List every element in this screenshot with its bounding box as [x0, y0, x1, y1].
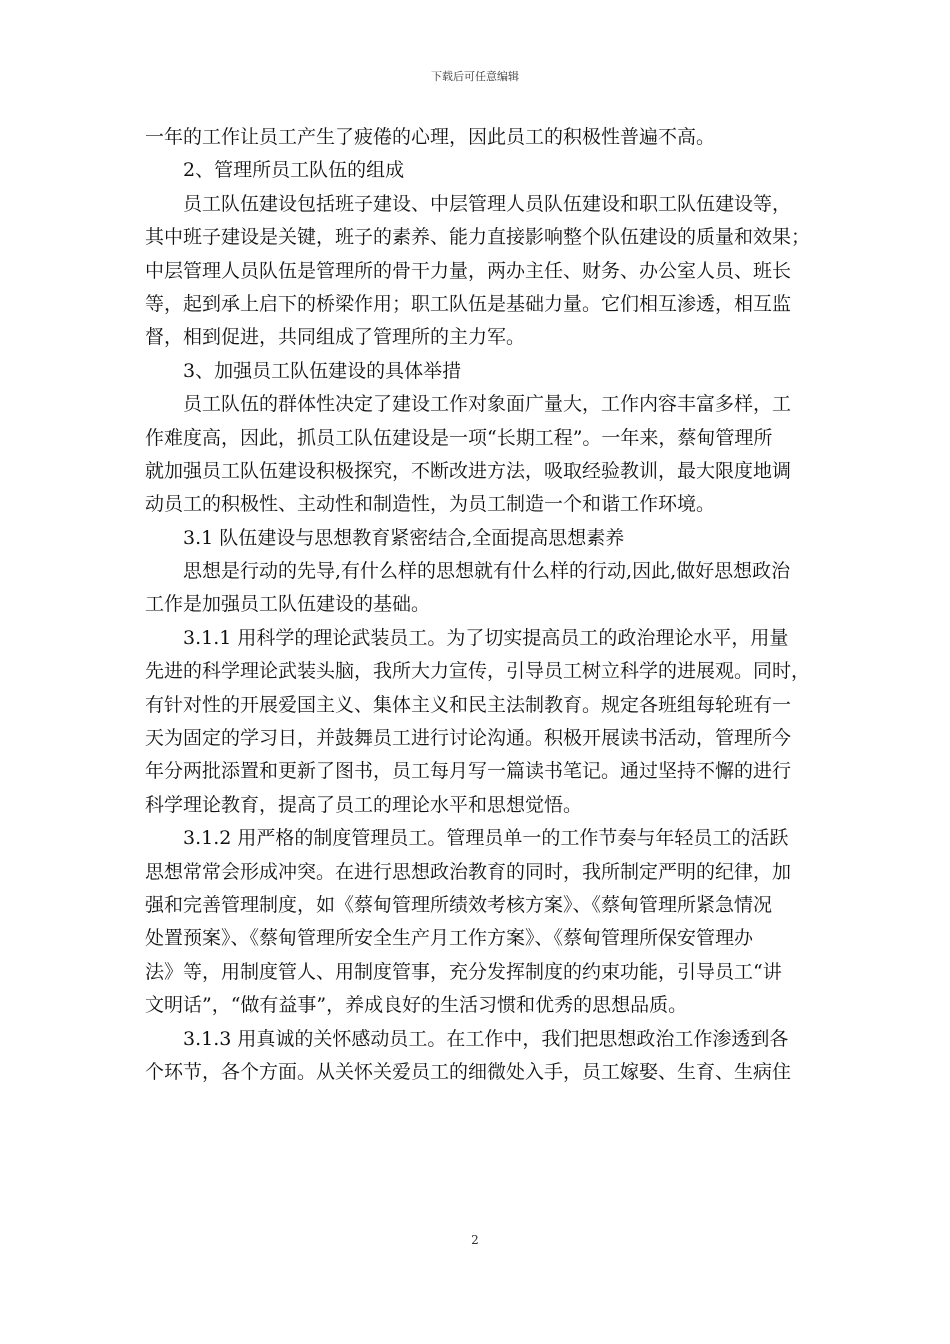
text-line: 2、管理所员工队伍的组成 [145, 159, 405, 182]
text-line: 督，相到促进，共同组成了管理所的主力军。 [145, 326, 526, 349]
page-header-note: 下载后可任意编辑 [431, 70, 519, 83]
text-line: 动员工的积极性、主动性和制造性，为员工制造一个和谐工作环境。 [145, 493, 716, 516]
text-line: 工作是加强员工队伍建设的基础。 [145, 593, 431, 616]
text-line: 等，起到承上启下的桥梁作用；职工队伍是基础力量。它们相互渗透，相互监 [145, 292, 792, 315]
text-line: 就加强员工队伍建设积极探究，不断改进方法，吸取经验教训，最大限度地调 [145, 459, 792, 482]
text-line: 员工队伍的群体性决定了建设工作对象面广量大，工作内容丰富多样，工 [145, 393, 792, 416]
text-line: 中层管理人员队伍是管理所的骨干力量，两办主任、财务、办公室人员、班长 [145, 259, 792, 282]
text-line: 3.1.3 用真诚的关怀感动员工。在工作中，我们把思想政治工作渗透到各 [145, 1027, 789, 1050]
text-line: 一年的工作让员工产生了疲倦的心理，因此员工的积极性普遍不高。 [145, 126, 716, 148]
text-line: 天为固定的学习日，并鼓舞员工进行讨论沟通。积极开展读书活动，管理所今 [145, 727, 792, 750]
text-line: 3.1.2 用严格的制度管理员工。管理员单一的工作节奏与年轻员工的活跃 [145, 827, 789, 850]
text-line: 思想常常会形成冲突。在进行思想政治教育的同时，我所制定严明的纪律，加 [145, 860, 792, 883]
text-line: 3.1 队伍建设与思想教育紧密结合,全面提高思想素养 [145, 526, 625, 549]
text-line: 个环节，各个方面。从关怀关爱员工的细微处入手，员工嫁娶、生育、生病住 [145, 1060, 792, 1083]
page-number: 2 [471, 1233, 479, 1247]
text-line: 强和完善管理制度，如《蔡甸管理所绩效考核方案》、《蔡甸管理所紧急情况 [145, 893, 773, 916]
text-line: 3.1.1 用科学的理论武装员工。为了切实提高员工的政治理论水平，用量 [145, 626, 789, 649]
document-body [145, 121, 817, 1089]
text-line: 其中班子建设是关键，班子的素养、能力直接影响整个队伍建设的质量和效果； [145, 226, 811, 249]
text-line: 科学理论教育，提高了员工的理论水平和思想觉悟。 [145, 793, 583, 816]
text-line: 有针对性的开展爱国主义、集体主义和民主法制教育。规定各班组每轮班有一 [145, 693, 792, 716]
text-line: 思想是行动的先导,有什么样的思想就有什么样的行动,因此,做好思想政治 [145, 560, 791, 583]
text-line: 法》等，用制度管人、用制度管事，充分发挥制度的约束功能，引导员工“讲 [145, 960, 782, 983]
text-line: 先进的科学理论武装头脑，我所大力宣传，引导员工树立科学的进展观。同时， [145, 660, 811, 683]
text-line: 员工队伍建设包括班子建设、中层管理人员队伍建设和职工队伍建设等， [145, 192, 792, 215]
text-line: 年分两批添置和更新了图书，员工每月写一篇读书笔记。通过坚持不懈的进行 [145, 760, 792, 783]
text-line: 文明话”，“做有益事”，养成良好的生活习惯和优秀的思想品质。 [145, 994, 688, 1017]
text-line: 作难度高，因此，抓员工队伍建设是一项“长期工程”。一年来，蔡甸管理所 [145, 426, 773, 449]
text-line: 处置预案》、《蔡甸管理所安全生产月工作方案》、《蔡甸管理所保安管理办 [145, 927, 754, 950]
text-line: 3、加强员工队伍建设的具体举措 [145, 359, 462, 382]
